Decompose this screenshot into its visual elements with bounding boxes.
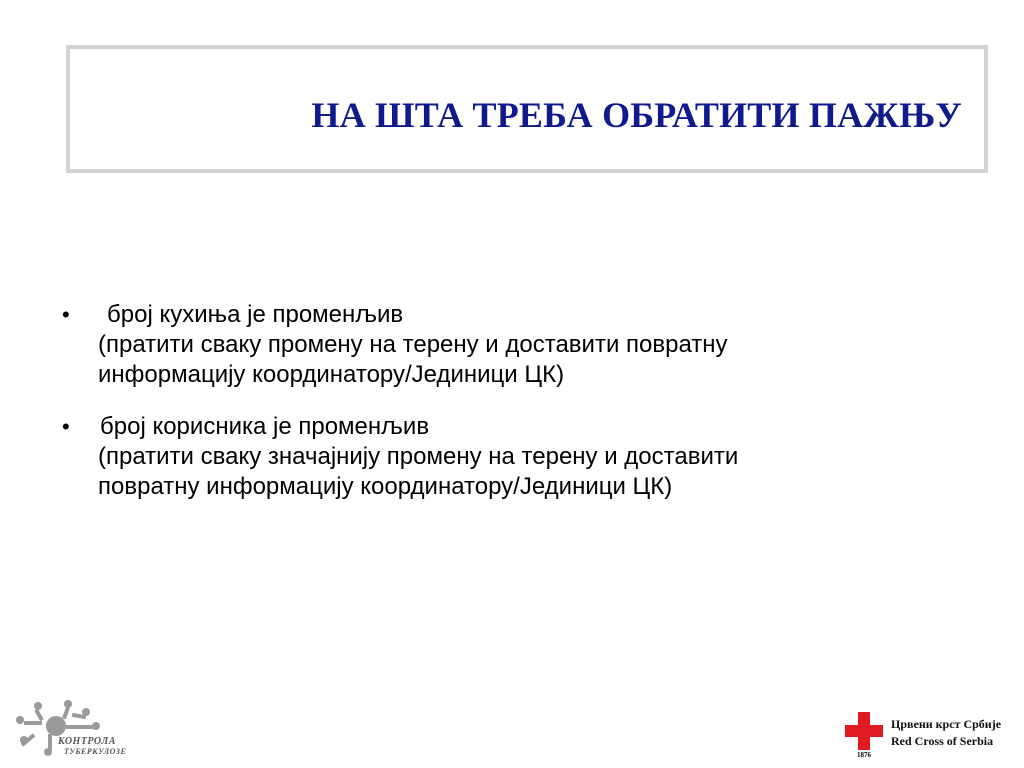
bullet-main-text: број кухиња је променљив [107, 301, 404, 328]
bullet-marker: • [62, 414, 70, 439]
bullet-sub-line-2: повратну информацију координатору/Јединици ЦК) [98, 473, 673, 500]
list-item [0, 300, 1024, 390]
list-item [0, 412, 1024, 502]
bullet-sub-line-1: (пратити сваку значајнију промену на терену и доставити [98, 443, 739, 470]
slide-title: НА ШТА ТРЕБА ОБРАТИТИ ПАЖЊУ [311, 95, 962, 135]
red-cross-name-en: Red Cross of Serbia [891, 734, 994, 748]
red-cross-name-sr: Црвени крст Србије [891, 717, 1002, 731]
bullet-sub-line-2: информацију координатору/Јединици ЦК) [98, 361, 565, 388]
red-cross-year: 1876 [857, 751, 871, 759]
red-cross-logo-text [891, 716, 1001, 750]
bullet-marker: • [62, 302, 70, 327]
bullet-sub-text [100, 330, 900, 390]
bullet-main-text: број корисника је променљив [100, 413, 430, 440]
title-frame [66, 45, 988, 173]
bullet-sub-text [100, 442, 900, 502]
bullet-sub-line-1: (пратити сваку промену на терену и доставити повратну [98, 331, 728, 358]
red-cross-icon [845, 712, 883, 750]
bullet-list [0, 300, 1024, 524]
tb-control-logo-text: КОНТРОЛА ТУБЕРКУЛОЗЕ [58, 736, 127, 756]
